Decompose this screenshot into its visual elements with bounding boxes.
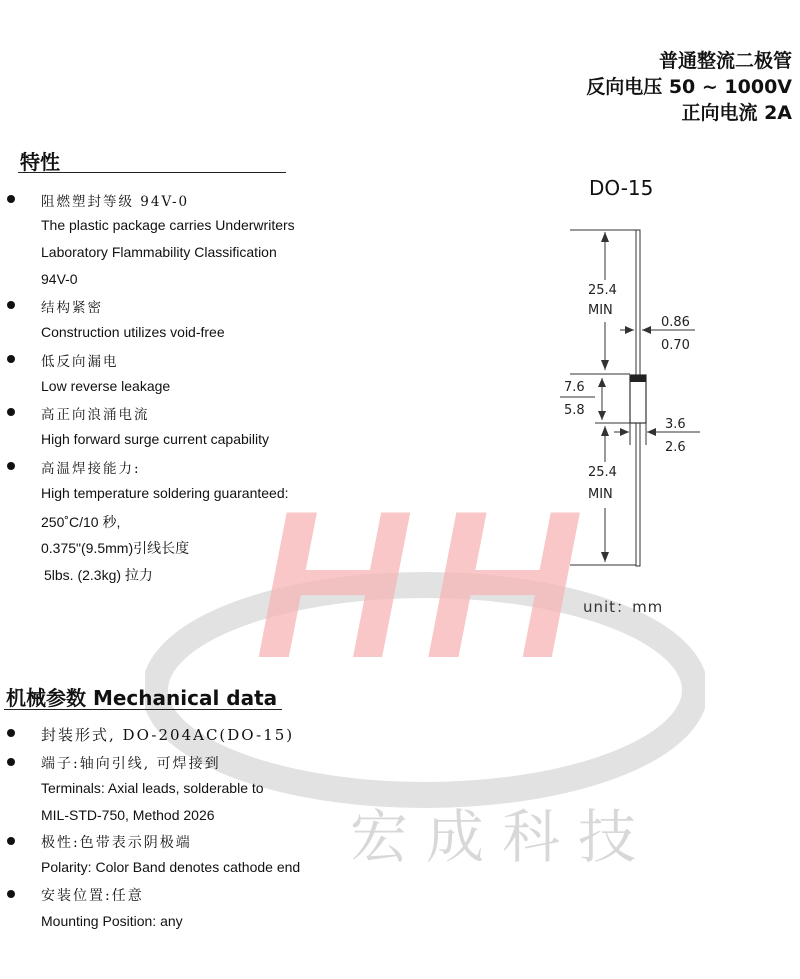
package-title: DO-15 bbox=[589, 176, 654, 200]
feature-en: High temperature soldering guaranteed: bbox=[41, 485, 289, 501]
bullet bbox=[7, 462, 15, 470]
bullet bbox=[7, 355, 15, 363]
watermark-company: 宏成科技 bbox=[350, 803, 655, 871]
bullet bbox=[7, 758, 15, 766]
mech-en: MIL-STD-750, Method 2026 bbox=[41, 807, 215, 823]
bullet bbox=[7, 195, 15, 203]
feature-en: 94V-0 bbox=[41, 271, 78, 287]
feature-en: Low reverse leakage bbox=[41, 378, 171, 394]
product-header bbox=[586, 48, 792, 126]
lead-length-bottom: 25.4 bbox=[588, 465, 617, 480]
mech-cn: 安装位置:任意 bbox=[41, 888, 144, 904]
feature-cn: 高温焊接能力: bbox=[41, 461, 141, 477]
forward-current: 正向电流 2A bbox=[681, 102, 792, 124]
feature-en: 250˚C/10 秒, bbox=[41, 514, 121, 530]
mechanical-divider bbox=[4, 709, 282, 710]
mech-en: Terminals: Axial leads, solderable to bbox=[41, 780, 264, 796]
features-divider bbox=[18, 172, 286, 173]
feature-en: High forward surge current capability bbox=[41, 431, 269, 447]
lead-dia-min: 0.70 bbox=[661, 338, 690, 353]
bullet bbox=[7, 729, 15, 737]
feature-cn: 结构紧密 bbox=[41, 300, 103, 316]
feature-cn: 阻燃塑封等级 94V-0 bbox=[41, 194, 190, 210]
lead-length-top: 25.4 bbox=[588, 283, 617, 298]
cathode-band bbox=[630, 375, 646, 382]
lead-length-top-unit: MIN bbox=[588, 303, 613, 318]
body-dia-max: 3.6 bbox=[665, 417, 686, 432]
bullet bbox=[7, 408, 15, 416]
mech-cn: 端子:轴向引线, 可焊接到 bbox=[41, 756, 221, 772]
feature-en: Construction utilizes void-free bbox=[41, 324, 225, 340]
feature-en: Laboratory Flammability Classification bbox=[41, 244, 277, 260]
mech-cn: 封装形式, DO-204AC(DO-15) bbox=[41, 726, 295, 744]
mech-en: Mounting Position: any bbox=[41, 913, 183, 929]
feature-cn: 高正向浪涌电流 bbox=[41, 407, 150, 423]
package-diagram bbox=[540, 210, 740, 580]
lead-length-bottom-unit: MIN bbox=[588, 487, 613, 502]
lead-dia-max: 0.86 bbox=[661, 315, 690, 330]
feature-en: 5lbs. (2.3kg) 拉力 bbox=[44, 567, 153, 583]
bullet bbox=[7, 837, 15, 845]
mech-en: Polarity: Color Band denotes cathode end bbox=[41, 859, 301, 875]
mech-cn: 极性:色带表示阴极端 bbox=[41, 835, 192, 851]
feature-cn: 低反向漏电 bbox=[41, 354, 119, 370]
product-type: 普通整流二极管 bbox=[658, 50, 792, 72]
reverse-voltage: 反向电压 50 ~ 1000V bbox=[586, 76, 792, 98]
bullet bbox=[7, 890, 15, 898]
body-length-max: 7.6 bbox=[564, 380, 585, 395]
body-dia-min: 2.6 bbox=[665, 440, 686, 455]
body-length-min: 5.8 bbox=[564, 403, 585, 418]
diode-body bbox=[630, 375, 646, 423]
feature-en: The plastic package carries Underwriters bbox=[41, 217, 295, 233]
unit-label: unit：mm bbox=[583, 598, 664, 616]
mechanical-title: 机械参数 Mechanical data bbox=[6, 686, 278, 710]
features-title: 特性 bbox=[20, 150, 60, 174]
watermark-letters: HH bbox=[255, 467, 595, 702]
feature-en: 0.375"(9.5mm)引线长度 bbox=[41, 540, 190, 556]
bullet bbox=[7, 301, 15, 309]
